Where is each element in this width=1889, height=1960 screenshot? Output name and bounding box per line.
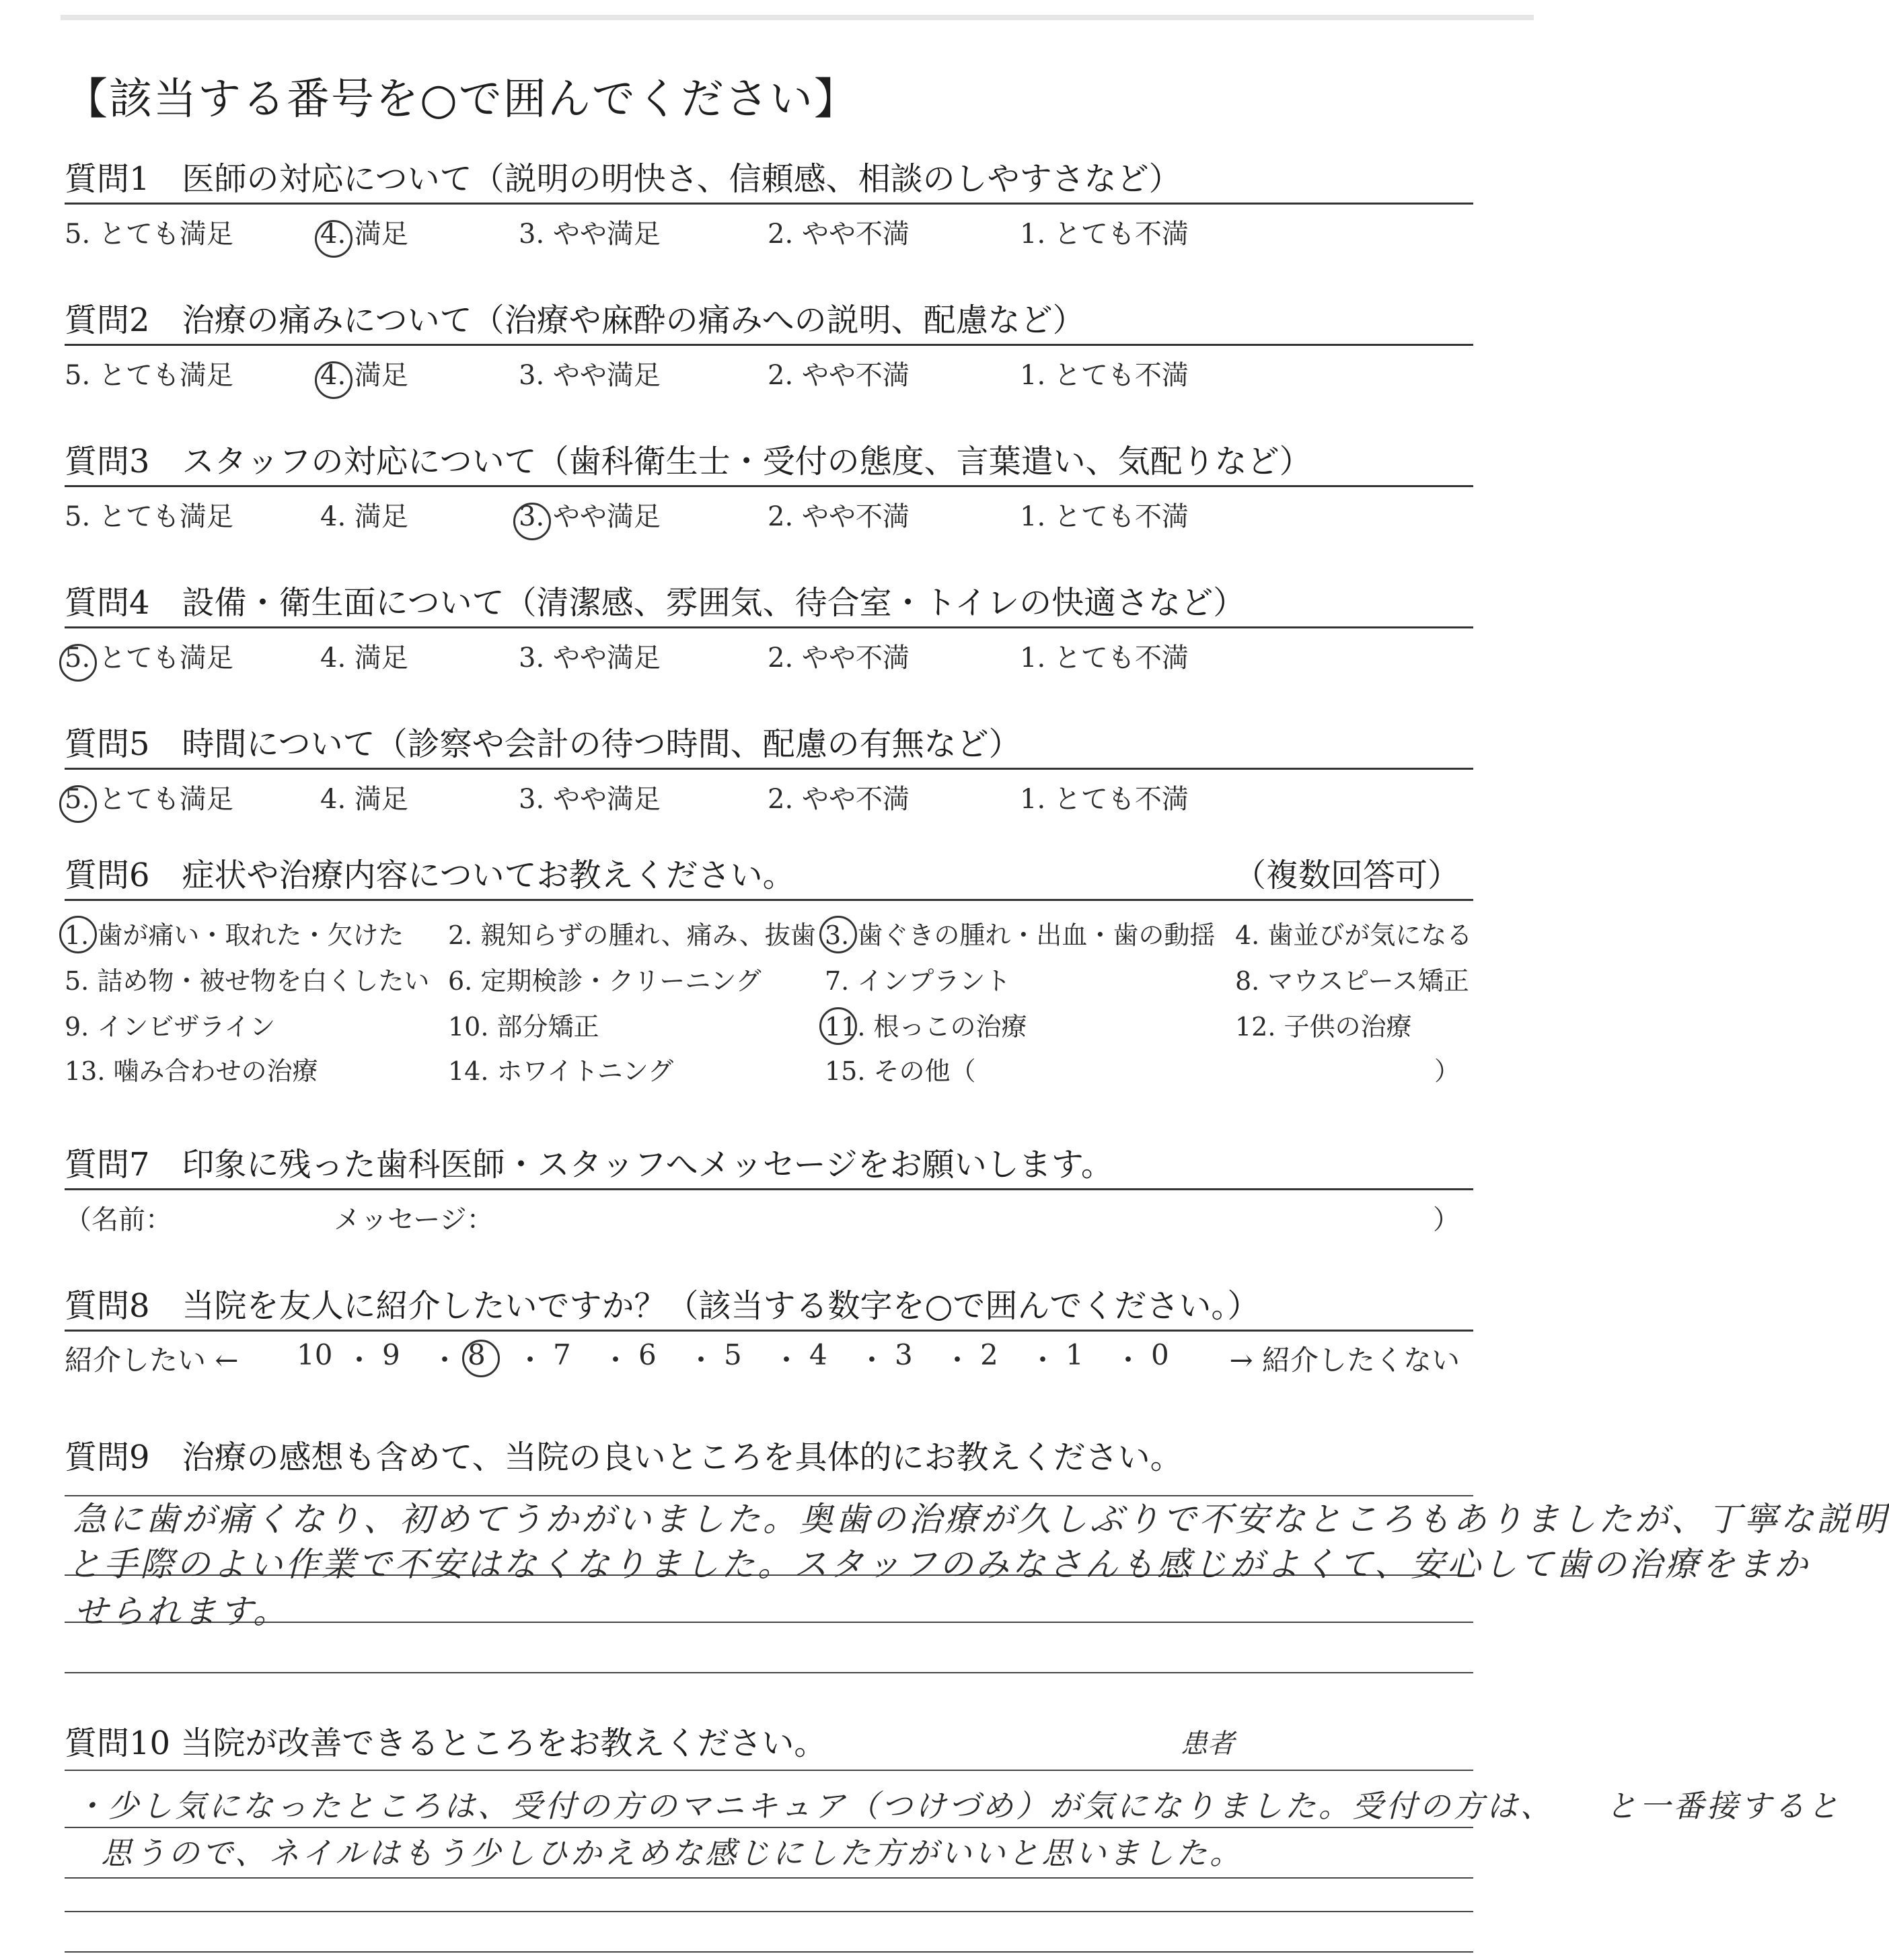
scale-separator: ・ (687, 1344, 716, 1377)
rating-option-selected[interactable]: 3. やや満足 (519, 501, 661, 532)
question-title: 質問4 設備・衛生面について（清潔感、雰囲気、待合室・トイレの快適さなど） (65, 584, 1246, 622)
rating-option-selected[interactable]: 4. 満足 (320, 360, 408, 391)
rating-option[interactable]: 3. やや満足 (519, 219, 661, 250)
answer-line (65, 1672, 1473, 1673)
rating-option[interactable]: 1. とても不満 (1020, 219, 1189, 250)
scale-separator: ・ (1114, 1344, 1143, 1377)
rating-options (65, 346, 1473, 393)
question-title: 質問1 医師の対応について（説明の明快さ、信頼感、相談のしやすさなど） (65, 160, 1181, 198)
symptom-option[interactable]: 13. 噛み合わせの治療 (65, 1056, 318, 1086)
rating-option[interactable]: 4. 満足 (320, 784, 408, 815)
question-title: 質問10 当院が改善できるところをお教えください。 (65, 1725, 827, 1762)
rating-option[interactable]: 1. とても不満 (1020, 784, 1189, 815)
recommend-right-label: → 紹介したくない (1229, 1344, 1460, 1377)
question-title: 質問6 症状や治療内容についてお教えください。 (65, 857, 795, 894)
scale-separator: ・ (601, 1344, 630, 1377)
symptom-option[interactable]: 9. インビザライン (65, 1012, 276, 1042)
handwritten-answer-line: 急に歯が痛くなり、初めてうかがいました。奥歯の治療が久しぶりで不安なところもありましたが、丁寧な説明 (73, 1500, 1889, 1539)
symptom-option[interactable]: 2. 親知らずの腫れ、痛み、抜歯 (448, 920, 816, 950)
scale-value[interactable]: 6 (638, 1338, 657, 1371)
symptom-option[interactable]: 10. 部分矯正 (448, 1012, 599, 1042)
handwritten-answer-line: ・少し気になったところは、受付の方のマニキュア（つけづめ）が気になりました。受付の方は、 と一番接すると (74, 1788, 1841, 1824)
scale-separator: ・ (772, 1344, 801, 1377)
recommend-scale (65, 1332, 1473, 1379)
rating-options (65, 205, 1473, 252)
symptom-option-selected[interactable]: 1. 歯が痛い・取れた・欠けた (65, 914, 404, 951)
scan-edge (61, 15, 1534, 20)
scale-separator: ・ (516, 1344, 545, 1377)
symptom-option[interactable]: 8. マウスピース矯正 (1235, 966, 1469, 996)
answer-line (65, 1951, 1473, 1953)
question-title: 質問2 治療の痛みについて（治療や麻酔の痛みへの説明、配慮など） (65, 301, 1085, 339)
question-title: 質問8 当院を友人に紹介したいですか？（該当する数字を○で囲んでください。） (65, 1287, 1260, 1325)
name-label: （名前： (65, 1204, 172, 1235)
scale-value[interactable]: 2 (980, 1338, 998, 1371)
other-close-paren: ） (1434, 1056, 1460, 1086)
question-3 (65, 441, 1473, 534)
rating-option[interactable]: 4. 満足 (320, 501, 408, 532)
question-10 (65, 1722, 1473, 1764)
scale-value[interactable]: 5 (724, 1338, 742, 1371)
question-7 (65, 1144, 1473, 1237)
close-paren: ） (1433, 1204, 1460, 1235)
question-4 (65, 582, 1473, 676)
scale-value[interactable]: 7 (553, 1338, 571, 1371)
question-1 (65, 158, 1473, 252)
symptom-option[interactable]: 15. その他（ (825, 1056, 976, 1086)
rating-option[interactable]: 1. とても不満 (1020, 360, 1189, 391)
question-6 (65, 855, 1473, 1096)
scale-value[interactable]: 4 (809, 1338, 827, 1371)
rating-options (65, 628, 1473, 676)
symptom-option-selected[interactable]: 3. 歯ぐきの腫れ・出血・歯の動揺 (825, 914, 1215, 951)
handwritten-answer-line: せられます。 (74, 1592, 289, 1631)
rating-option[interactable]: 3. やや満足 (519, 360, 661, 391)
rating-option[interactable]: 2. やや不満 (768, 501, 910, 532)
symptom-option[interactable]: 12. 子供の治療 (1235, 1012, 1412, 1042)
multiple-answer-note: （複数回答可） (1233, 857, 1460, 894)
rating-option[interactable]: 5. とても満足 (65, 360, 233, 391)
rating-option[interactable]: 2. やや不満 (768, 784, 910, 815)
scale-separator: ・ (858, 1344, 887, 1377)
question-title: 質問3 スタッフの対応について（歯科衛生士・受付の態度、言葉遣い、気配りなど） (65, 443, 1312, 480)
rating-option[interactable]: 2. やや不満 (768, 360, 910, 391)
answer-line (65, 1911, 1473, 1912)
scale-separator: ・ (431, 1344, 459, 1377)
answer-line (65, 1877, 1473, 1879)
symptom-option[interactable]: 4. 歯並びが気になる (1235, 920, 1473, 950)
question-9 (65, 1437, 1473, 1478)
scale-value[interactable]: 9 (382, 1338, 400, 1371)
symptom-option[interactable]: 6. 定期検診・クリーニング (448, 966, 762, 996)
recommend-left-label: 紹介したい ← (65, 1344, 239, 1377)
question-title: 質問5 時間について（診察や会計の待つ時間、配慮の有無など） (65, 725, 1021, 763)
rating-option[interactable]: 2. やや不満 (768, 219, 910, 250)
symptom-options (65, 901, 1473, 1096)
rating-options (65, 487, 1473, 534)
question-5 (65, 723, 1473, 817)
rating-option[interactable]: 3. やや満足 (519, 784, 661, 815)
scale-value[interactable]: 0 (1151, 1338, 1169, 1371)
rating-option-selected[interactable]: 4. 満足 (320, 219, 408, 250)
rating-option[interactable]: 1. とても不満 (1020, 501, 1189, 532)
message-label: メッセージ： (334, 1204, 494, 1235)
rating-option[interactable]: 1. とても不満 (1020, 643, 1189, 674)
question-title: 質問7 印象に残った歯科医師・スタッフへメッセージをお願いします。 (65, 1146, 1113, 1184)
question-title: 質問9 治療の感想も含めて、当院の良いところを具体的にお教えください。 (65, 1439, 1183, 1476)
handwritten-answer-line: 思うので、ネイルはもう少しひかえめな感じにした方がいいと思いました。 (101, 1835, 1244, 1871)
scale-separator: ・ (345, 1344, 374, 1377)
scale-value[interactable]: 3 (895, 1338, 913, 1371)
question-2 (65, 299, 1473, 393)
form-header: 【該当する番号を○で囲んでください】 (65, 75, 858, 124)
rating-option[interactable]: 4. 満足 (320, 643, 408, 674)
symptom-option[interactable]: 14. ホワイトニング (448, 1056, 674, 1086)
rating-option-selected[interactable]: 5. とても満足 (65, 643, 233, 674)
rating-option-selected[interactable]: 5. とても満足 (65, 784, 233, 815)
rating-option[interactable]: 3. やや満足 (519, 643, 661, 674)
handwritten-answer-line: と手際のよい作業で不安はなくなりました。スタッフのみなさんも感じがよくて、安心して歯の治療をまか (67, 1545, 1810, 1584)
rating-options (65, 770, 1473, 817)
symptom-option[interactable]: 5. 詰め物・被せ物を白くしたい (65, 966, 430, 996)
answer-line (65, 1827, 1473, 1828)
symptom-option-selected[interactable]: 11. 根っこの治療 (825, 1006, 1027, 1043)
symptom-option[interactable]: 7. インプラント (825, 966, 1011, 996)
scale-value[interactable]: 10 (297, 1338, 333, 1371)
answer-line (65, 1770, 1473, 1771)
scale-value-selected[interactable]: 8 (468, 1338, 486, 1371)
handwritten-insertion: 患者 (1181, 1729, 1234, 1759)
question-8 (65, 1285, 1473, 1379)
scale-value[interactable]: 1 (1066, 1338, 1084, 1371)
rating-option[interactable]: 5. とても満足 (65, 501, 233, 532)
rating-option[interactable]: 2. やや不満 (768, 643, 910, 674)
scale-separator: ・ (943, 1344, 972, 1377)
scale-separator: ・ (1029, 1344, 1058, 1377)
rating-option[interactable]: 5. とても満足 (65, 219, 233, 250)
